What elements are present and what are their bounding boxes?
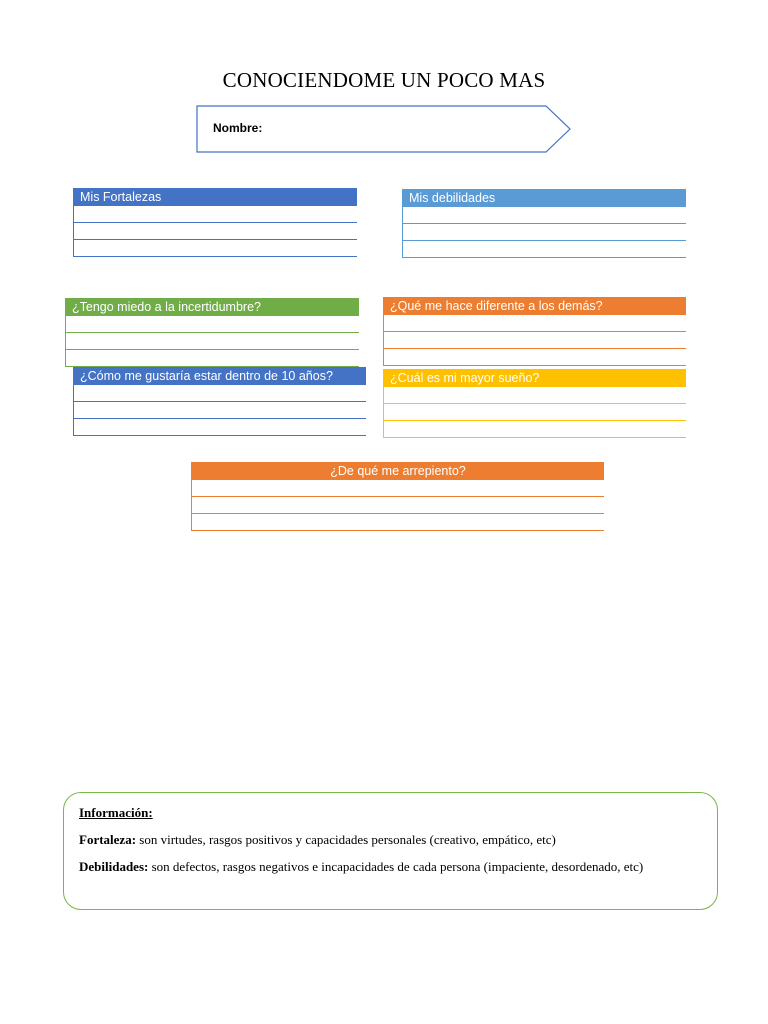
uncertainty-line[interactable]: [66, 350, 359, 367]
different-line[interactable]: [384, 315, 686, 332]
future-line[interactable]: [74, 419, 366, 436]
weaknesses-card: [402, 189, 686, 258]
strength-text: son virtudes, rasgos positivos y capacidades personales (creativo, empático, etc): [136, 832, 556, 847]
strength-definition: [79, 831, 703, 849]
name-field[interactable]: [196, 105, 572, 153]
weaknesses-line[interactable]: [403, 241, 686, 258]
regret-line[interactable]: [192, 497, 604, 514]
future-line[interactable]: [74, 385, 366, 402]
dream-line[interactable]: [384, 387, 686, 404]
weakness-term: Debilidades:: [79, 859, 149, 874]
strengths-header: Mis Fortalezas: [74, 188, 357, 206]
strengths-line[interactable]: [74, 223, 357, 240]
regret-card: [191, 462, 604, 531]
different-line[interactable]: [384, 349, 686, 366]
different-card: [383, 297, 686, 366]
weakness-definition: [79, 858, 703, 876]
future-header: ¿Cómo me gustaría estar dentro de 10 años?: [74, 367, 366, 385]
weaknesses-line[interactable]: [403, 207, 686, 224]
uncertainty-header: ¿Tengo miedo a la incertidumbre?: [66, 298, 359, 316]
name-label: Nombre:: [213, 121, 263, 135]
future-line[interactable]: [74, 402, 366, 419]
regret-header: ¿De qué me arrepiento?: [192, 462, 604, 480]
different-line[interactable]: [384, 332, 686, 349]
info-heading: Información:: [79, 805, 153, 820]
info-box: [63, 792, 718, 910]
page-title: CONOCIENDOME UN POCO MAS: [222, 68, 546, 92]
dream-line[interactable]: [384, 421, 686, 438]
uncertainty-line[interactable]: [66, 333, 359, 350]
weakness-text: son defectos, rasgos negativos e incapacidades de cada persona (impaciente, desordenado, etc): [148, 859, 644, 874]
regret-line[interactable]: [192, 480, 604, 497]
strength-term: Fortaleza:: [79, 832, 137, 847]
weaknesses-header: Mis debilidades: [403, 189, 686, 207]
different-header: ¿Qué me hace diferente a los demás?: [384, 297, 686, 315]
weaknesses-line[interactable]: [403, 224, 686, 241]
future-card: [73, 367, 366, 436]
uncertainty-line[interactable]: [66, 316, 359, 333]
regret-line[interactable]: [192, 514, 604, 531]
dream-line[interactable]: [384, 404, 686, 421]
strengths-line[interactable]: [74, 206, 357, 223]
strengths-card: [73, 188, 357, 257]
dream-card: [383, 369, 686, 438]
dream-header: ¿Cuál es mi mayor sueño?: [384, 369, 686, 387]
strengths-line[interactable]: [74, 240, 357, 257]
uncertainty-card: [65, 298, 359, 367]
